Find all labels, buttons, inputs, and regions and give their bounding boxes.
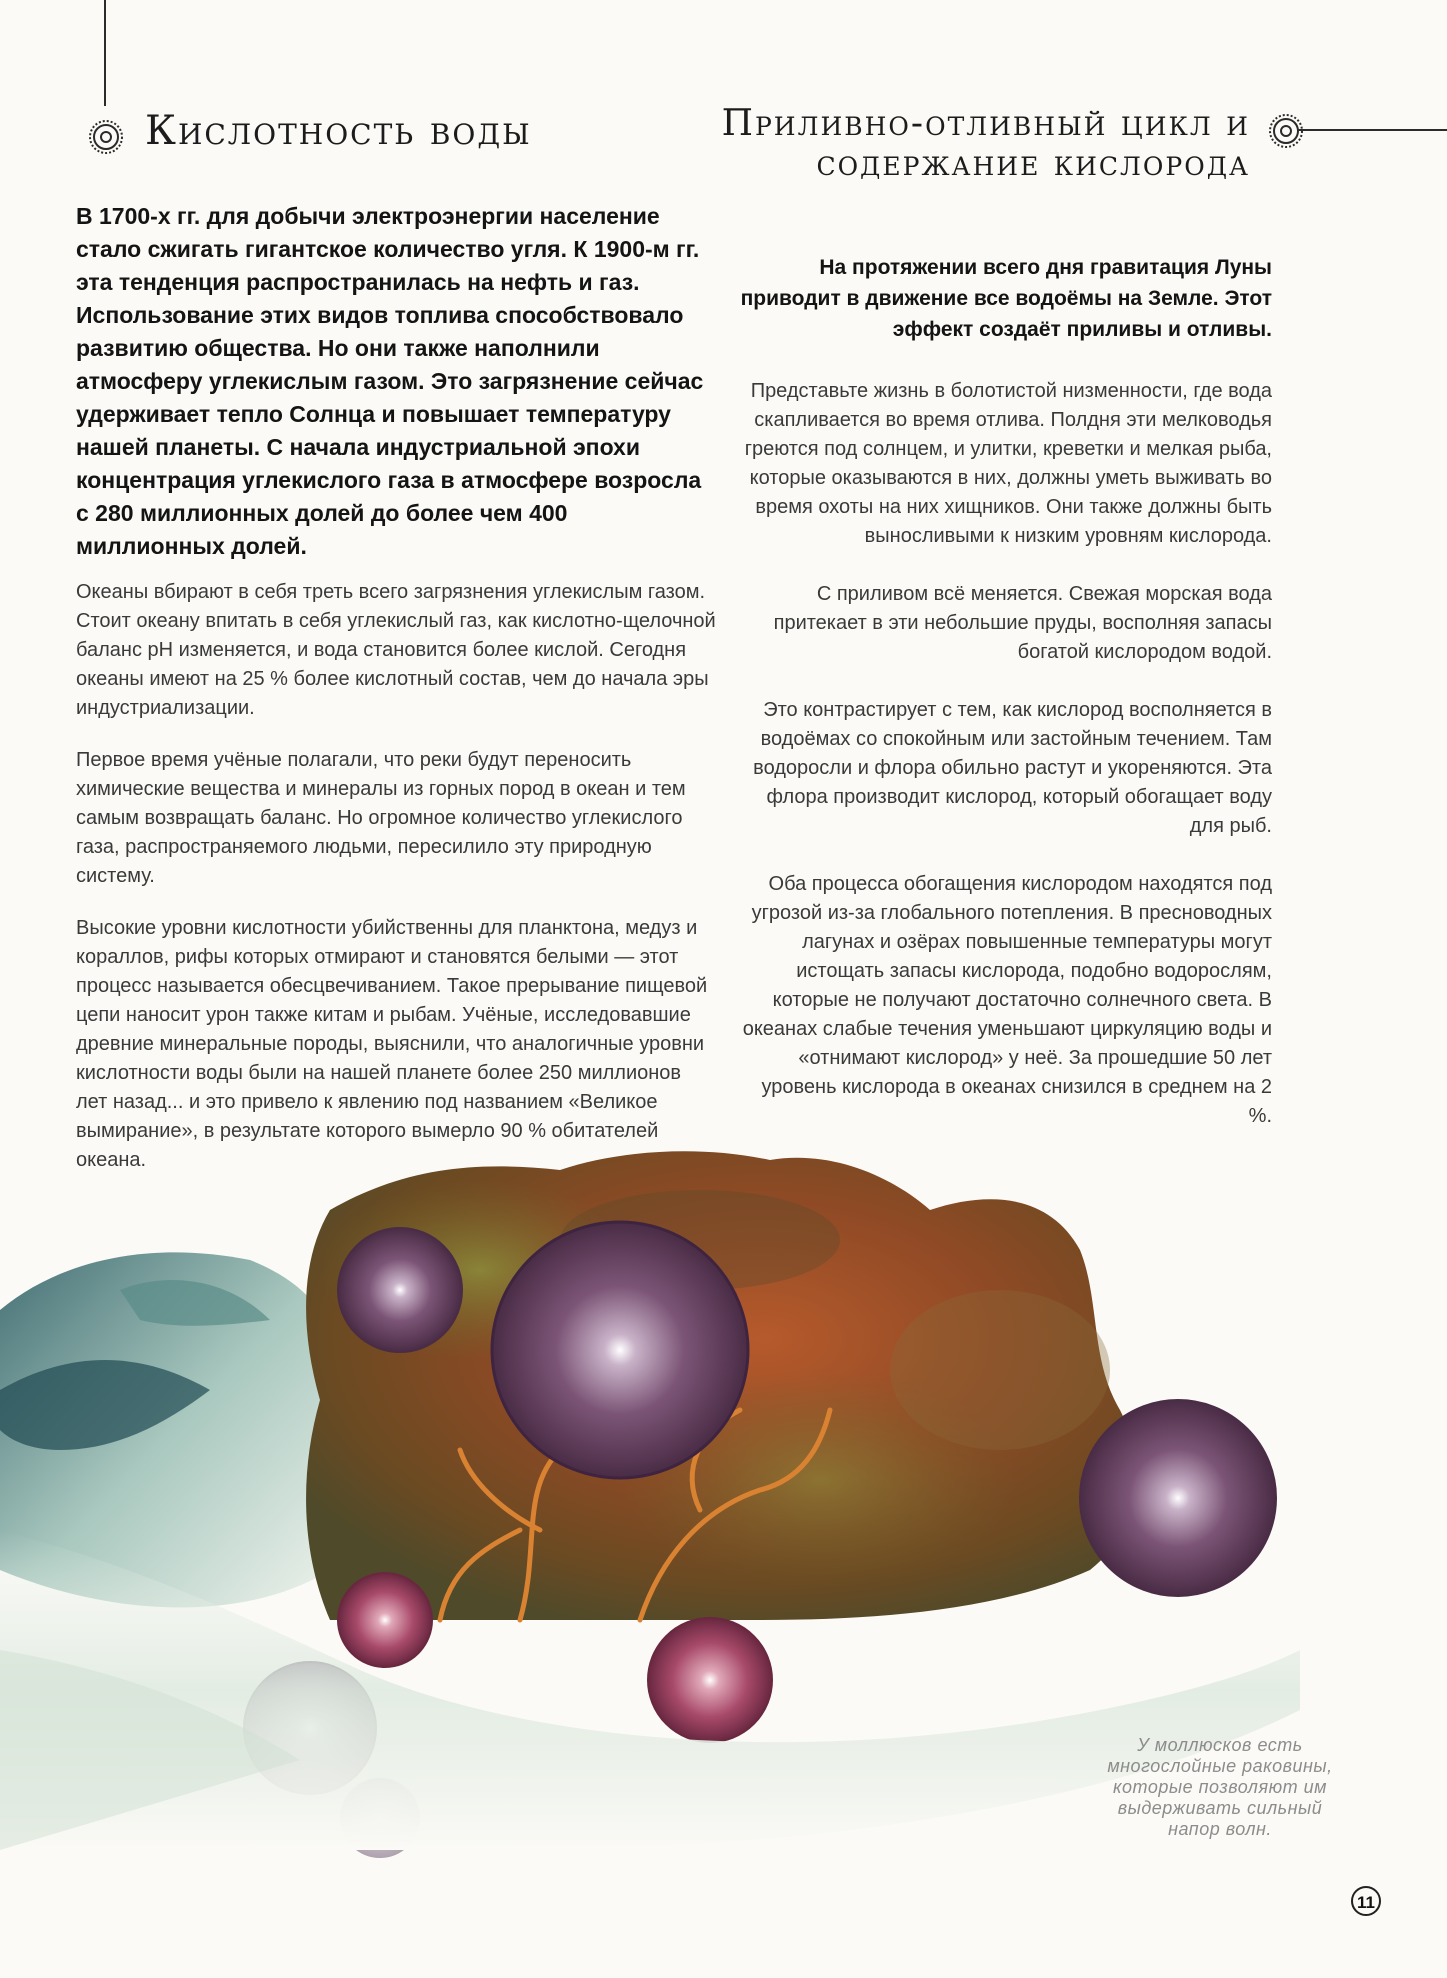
body-paragraph: Это контрастирует с тем, как кислород восполняется в водоёмах со спокойным или застойным течением. Там водоросли и флора обильно растут и укореняются. Эта флора производит кислород, который обогащает воду для рыб. <box>753 699 1272 837</box>
body-paragraph: Первое время учёные полагали, что реки будут переносить химические вещества и минералы из горных пород в океан и тем самым возвращать баланс. Но огромное количество углекислого газа, распространяемого людьми, пересилило эту природную систему. <box>76 749 686 887</box>
horizontal-rule-right <box>1298 129 1447 131</box>
gear-ornament-icon <box>1266 111 1306 151</box>
body-paragraph: Высокие уровни кислотности убийственны для планктона, медуз и кораллов, рифы которых отмирают и становятся белыми — этот процесс называется обесцвечиванием. Такое прерывание пищевой цепи наносит урон также китам и рыбам. Учёные, исследовавшие древние минеральные породы, выяснили, что аналогичные уровни кислотности воды были на нашей планете более 250 миллионов лет назад... и это привело к явлению под названием «Великое вымирание», в результате которого вымерло 90 % обитателей океана. <box>76 917 708 1171</box>
vertical-rule-left <box>104 0 106 106</box>
body-column-left <box>76 578 716 1198</box>
page-number: 11 <box>1351 1886 1381 1916</box>
body-paragraph: Представьте жизнь в болотистой низменности, где вода скапливается во время отлива. Полдня эти мелководья греются под солнцем, и улитки, креветки и мелкая рыба, которые оказываются в них, должны уметь выживать во время охоты на них хищников. Они также должны быть выносливыми к низким уровням кислорода. <box>744 380 1272 547</box>
lead-paragraph-right: На протяжении всего дня гравитация Луны приводит в движение все водоёмы на Земле. Этот эффект создаёт приливы и отливы. <box>740 256 1272 341</box>
illustration-caption: У моллюсков есть многослойные раковины, которые позволяют им выдерживать сильный напор волн. <box>1107 1735 1333 1839</box>
gear-ornament-icon <box>86 117 126 157</box>
section-title-acidity: Кислотность воды <box>145 108 532 154</box>
section-title-tidal-cycle: Приливно-отливный цикл и содержание кислорода <box>721 103 1250 184</box>
body-paragraph: Океаны вбирают в себя треть всего загрязнения углекислым газом. Стоит океану впитать в себя углекислый газ, как кислотно-щелочной баланс pH изменяется, и вода становится более кислой. Сегодня океаны имеют на 25 % более кислотный состав, чем до начала эры индустриализации. <box>76 581 716 719</box>
body-column-right <box>740 377 1272 1160</box>
body-paragraph: С приливом всё меняется. Свежая морская вода притекает в эти небольшие пруды, восполняя запасы богатой кислородом водой. <box>773 583 1272 663</box>
body-paragraph: Оба процесса обогащения кислородом находятся под угрозой из-за глобального потепления. В пресноводных лагунах и озёрах повышенные температуры могут истощать запасы кислорода, подобно водорослям, которые не получают достаточно солнечного света. В океанах слабые течения уменьшают циркуляцию воды и «отнимают кислород» у неё. За прошедшие 50 лет уровень кислорода в океанах снизился в среднем на 2 %. <box>742 873 1272 1127</box>
lead-paragraph-left: В 1700-х гг. для добычи электроэнергии население стало сжигать гигантское количество угля. К 1900-м гг. эта тенденция распространилась на нефть и газ. Использование этих видов топлива способствовало развитию общества. Но они также наполнили атмосферу углекислым газом. Это загрязнение сейчас удерживает тепло Солнца и повышает температуру нашей планеты. С начала индустриальной эпохи концентрация углекислого газа в атмосфере возросла с 280 миллионных долей до более чем 400 миллионных долей. <box>76 203 704 559</box>
